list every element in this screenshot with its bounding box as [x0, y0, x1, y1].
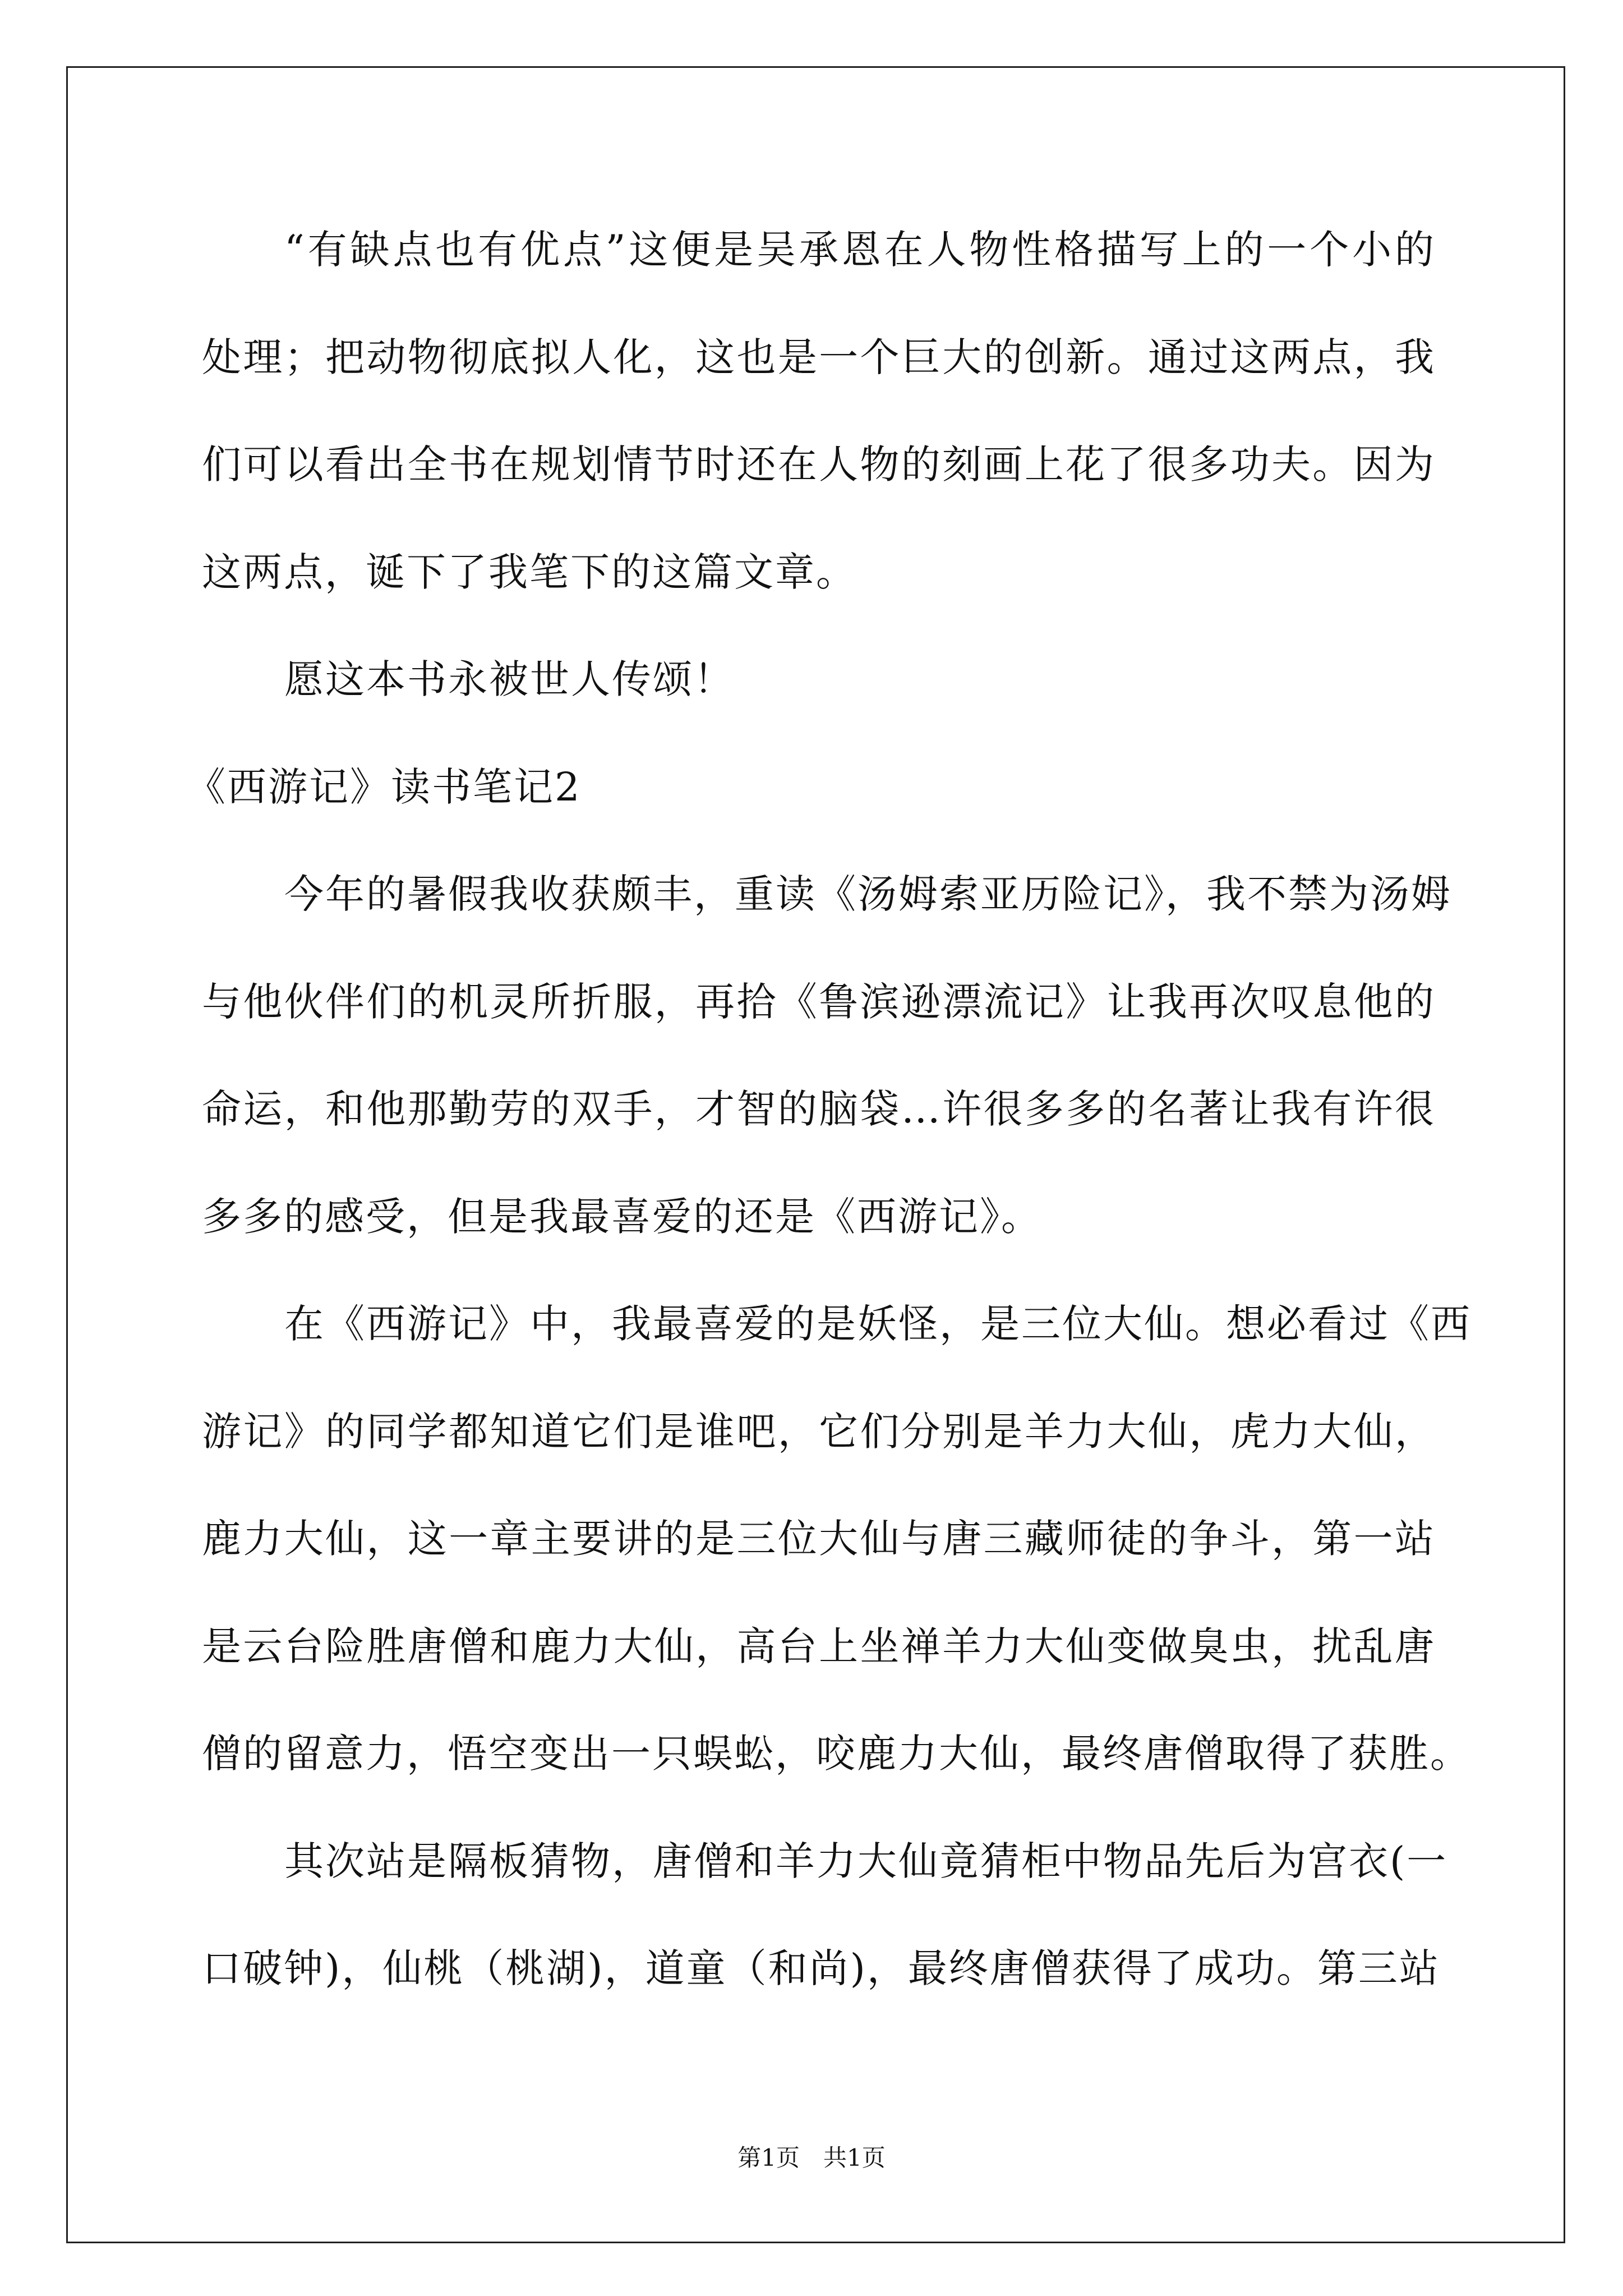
text-line: 在《西游记》中，我最喜爱的是妖怪，是三位大仙。想必看过《西: [284, 1301, 1472, 1347]
text-line: “有缺点也有优点”这便是吴承恩在人物性格描写上的一个小的: [284, 227, 1436, 273]
paragraph: [202, 196, 1436, 626]
text-line: 多多的感受，但是我最喜爱的还是《西游记》。: [202, 1193, 1042, 1240]
text-line: 口破钟)，仙桃（桃湖)，道童（和尚)，最终唐僧获得了成功。第三站: [202, 1945, 1440, 1991]
text-line: 僧的留意力，悟空变出一只蜈蚣，咬鹿力大仙，最终唐僧取得了获胜。: [202, 1731, 1471, 1777]
paragraph: [202, 1271, 1472, 1808]
text-line: 们可以看出全书在规划情节时还在人物的刻画上花了很多功夫。因为: [202, 441, 1436, 487]
text-line: 这两点，诞下了我笔下的这篇文章。: [202, 549, 857, 595]
text-line: 今年的暑假我收获颇丰，重读《汤姆索亚历险记》，我不禁为汤姆: [284, 871, 1452, 917]
text-line: 处理；把动物彻底拟人化，这也是一个巨大的创新。通过这两点，我: [202, 334, 1436, 380]
text-line: 是云台险胜唐僧和鹿力大仙，高台上坐禅羊力大仙变做臭虫，扰乱唐: [202, 1623, 1436, 1669]
text-line: 其次站是隔板猜物，唐僧和羊力大仙竟猜柜中物品先后为宫衣(一: [284, 1838, 1448, 1884]
text-line: 愿这本书永被世人传颂！: [284, 656, 735, 702]
text-line: 鹿力大仙，这一章主要讲的是三位大仙与唐三藏师徒的争斗，第一站: [202, 1516, 1436, 1562]
document-body: [186, 196, 1472, 2023]
page-footer: 第1页 共1页: [737, 2144, 886, 2171]
text-line: 与他伙伴们的机灵所折服，再拾《鲁滨逊漂流记》让我再次叹息他的: [202, 978, 1436, 1025]
section-heading: 《西游记》读书笔记2: [186, 763, 582, 810]
paragraph: [202, 626, 1436, 734]
paragraph: [202, 841, 1452, 1271]
text-line: 游记》的同学都知道它们是谁吧，它们分别是羊力大仙，虎力大仙，: [202, 1408, 1436, 1455]
text-line: 命运，和他那勤劳的双手，才智的脑袋…许很多多的名著让我有许很: [202, 1086, 1436, 1132]
paragraph: [202, 1808, 1448, 2023]
